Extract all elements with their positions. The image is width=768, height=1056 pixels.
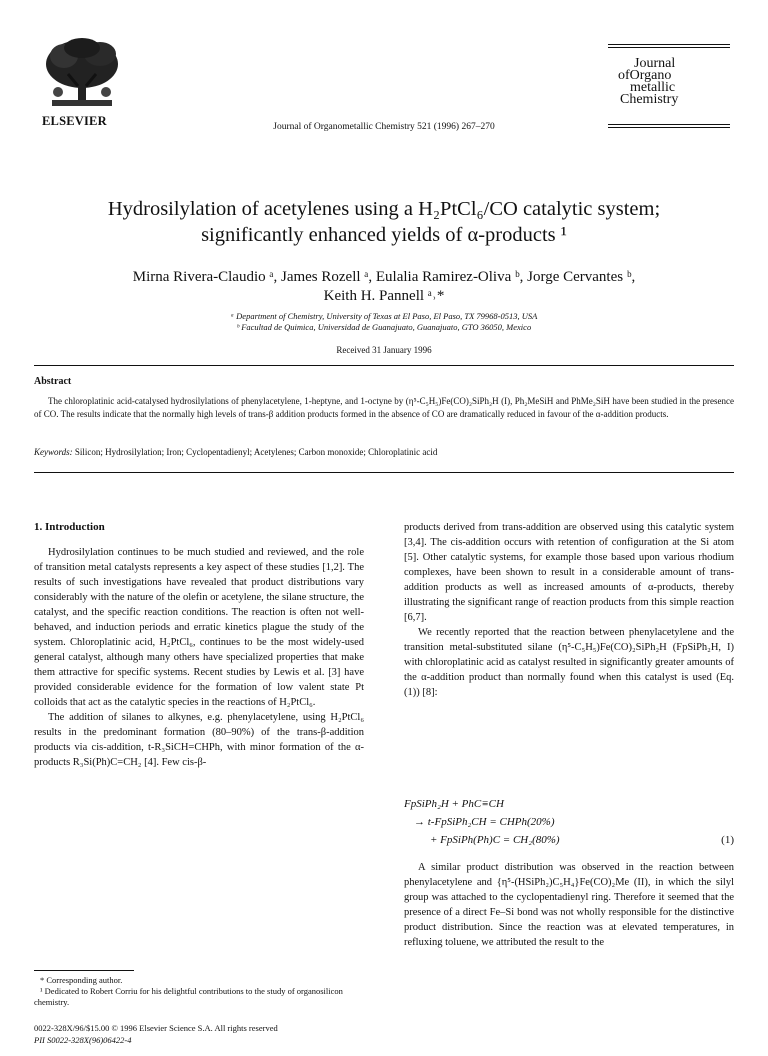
received-date: Received 31 January 1996 xyxy=(336,345,432,355)
journal-logo-word: metallic xyxy=(630,80,676,95)
article-title xyxy=(60,196,708,248)
section-heading: 1. Introduction xyxy=(34,521,105,533)
footnote-divider xyxy=(34,970,134,971)
abstract-text: The chloroplatinic acid-catalysed hydrosilylations of phenylacetylene, 1-heptyne, and 1-octyne by (η⁵-C₅H₅)Fe(CO)₂SiPh₂H (I), Ph₂MeSiH and PhMe₂SiH have been studied in the presence of CO. The results indicate that the normally high levels of trans-β addition products formed in the absence of CO are dramatically reduced in favour of the α-addition products. xyxy=(34,396,734,419)
page-header xyxy=(0,0,768,140)
copyright-line: 0022-328X/96/$15.00 © 1996 Elsevier Science S.A. All rights reserved xyxy=(34,1023,278,1033)
abstract-heading: Abstract xyxy=(34,376,72,387)
elsevier-tree-logo-icon xyxy=(38,34,126,114)
footnote-corresponding: * Corresponding author. xyxy=(40,975,123,985)
divider xyxy=(34,472,734,473)
equation-1 xyxy=(404,798,734,850)
journal-logo-word: Chemistry xyxy=(620,92,679,107)
footnote-dedication: ¹ Dedicated to Robert Corriu for his delightful contributions to the study of organosilicon chemistry. xyxy=(34,986,343,1007)
affiliation-a: ᵃ Department of Chemistry, University of Texas at El Paso, El Paso, TX 79968-0513, USA xyxy=(230,311,538,321)
affiliations xyxy=(60,311,708,333)
right-column-continued xyxy=(404,860,734,950)
journal-logo-word: Journal xyxy=(634,56,676,71)
copyright xyxy=(34,1022,278,1046)
equation-line: → t-FpSiPh₂CH = CHPh(20%) xyxy=(414,816,555,828)
affiliation-b: ᵇ Facultad de Quimica, Universidad de Guanajuato, Guanajuato, GTO 36050, Mexico xyxy=(236,322,532,332)
journal-citation: Journal of Organometallic Chemistry 521 (1996) 267–270 xyxy=(273,122,495,132)
divider xyxy=(34,365,734,366)
equation-line: FpSiPh₂H + PhC≡CH xyxy=(404,798,504,810)
body-paragraph: We recently reported that the reaction between phenylacetylene and the transition metal-substituted silane (η⁵-C₅H₅)Fe(CO)₂SiPh₂H (FpSiPh₂H, I) with chloroplatinic acid as catalyst resulted in significantly greater amounts of the α-addition product than normally found when this catalyst is used (Eq. (1)) [8]: xyxy=(404,627,734,698)
pii-line: PII S0022-328X(96)06422-4 xyxy=(34,1035,132,1045)
body-paragraph: A similar product distribution was observed in the reaction between phenylacetylene and {η⁵-(HSiPh₂)C₅H₄}Fe(CO)₂Me (II), in which the silyl group was attached to the cyclopentadienyl ring. Therefore it seemed that the presence of a direct Fe–Si bond was not wholly responsible for the distinctive product distribution. Since the reaction was at elevated temperatures, in refluxing toluene, we attributed the result to the xyxy=(404,862,734,948)
right-column xyxy=(404,520,734,700)
author-list xyxy=(50,268,718,306)
title-line: Hydrosilylation of acetylenes using a H₂PtCl₆/CO catalytic system; xyxy=(107,198,661,220)
body-paragraph: Hydrosilylation continues to be much studied and reviewed, and the role of transition metal catalysts represents a key aspect of these studies [1,2]. The results of such investigations have revealed that product distributions vary considerably with the nature of the olefin or acetylene, the silane structure, the catalyst, and the specific reaction conditions. The reaction is often not well-behaved, and induction periods and erratic kinetics plague the study of the system. Chloroplatinic acid, H₂PtCl₆, continues to be the most widely-used general catalyst, although many others have specialized properties that make them attractive for specific systems. Recent studies by Lewis et al. [3] have provided considerable evidence for the formation of low valent state Pt colloids that act as the catalytic species in the reactions of H₂PtCl₆. xyxy=(34,547,364,708)
keywords-label: Keywords: xyxy=(34,447,73,457)
footnotes xyxy=(34,975,364,1008)
equation-number: (1) xyxy=(721,834,734,846)
journal-logo xyxy=(604,44,734,136)
title-line: significantly enhanced yields of α-products ¹ xyxy=(201,224,567,246)
authors-line: Mirna Rivera-Claudio ᵃ, James Rozell ᵃ, Eulalia Ramirez-Oliva ᵇ, Jorge Cervantes ᵇ, xyxy=(132,269,636,285)
left-column xyxy=(34,520,364,770)
authors-line: Keith H. Pannell ᵃ˒* xyxy=(323,288,445,304)
keywords xyxy=(34,446,734,458)
equation-line: + FpSiPh(Ph)C = CH₂(80%) xyxy=(430,834,560,846)
body-paragraph: The addition of silanes to alkynes, e.g. phenylacetylene, using H₂PtCl₆ results in the predominant formation (80–90%) of the trans-β-addition products via cis-addition, t-R₃SiCH=CHPh, with minor formation of the α-products R₃Si(Ph)C=CH₂ [4]. Few cis-β- xyxy=(34,712,364,768)
keywords-list: Silicon; Hydrosilylation; Iron; Cyclopentadienyl; Acetylenes; Carbon monoxide; Chloroplatinic acid xyxy=(74,447,438,457)
body-paragraph: products derived from trans-addition are observed using this catalytic system [3,4]. The cis-addition occurs with retention of configuration at the Si atom [5]. Other catalytic systems, for example those based upon various rhodium complexes, have been shown to result in a considerable amount of trans-addition products as well as increased amounts of α-products, thereby illustrating the significant range of reaction products from this simple reaction [6,7]. xyxy=(404,522,734,623)
publisher-name: ELSEVIER xyxy=(42,114,107,128)
journal-logo-word: ofOrgano xyxy=(618,68,672,83)
